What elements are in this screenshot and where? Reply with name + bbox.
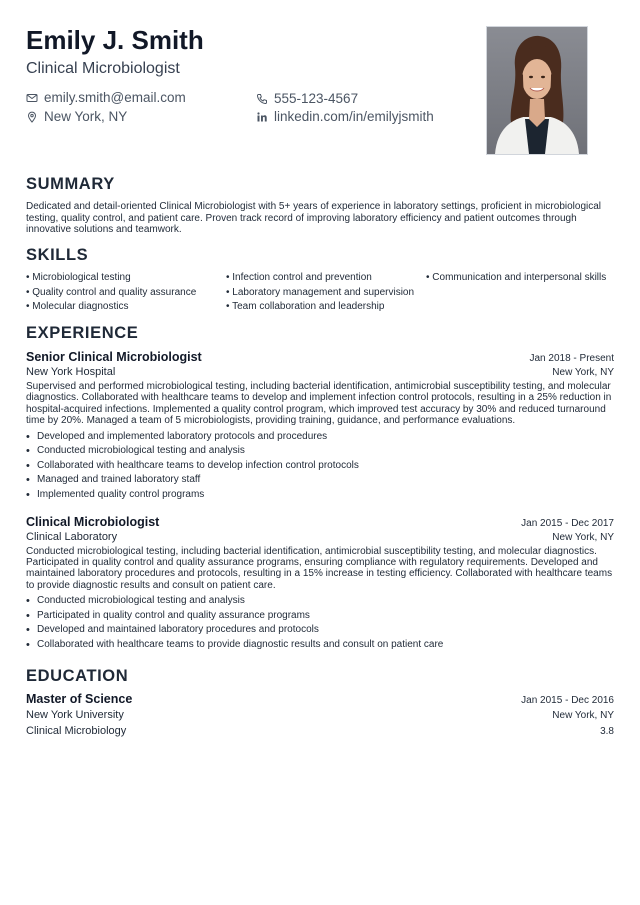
list-item: • Conducted microbiological testing and analysis — [26, 594, 614, 609]
experience-section — [26, 323, 614, 653]
email-text[interactable]: emily.smith@email.com — [44, 90, 186, 105]
contact-email[interactable] — [26, 89, 186, 107]
profile-photo — [486, 26, 588, 155]
skill-item: • Communication and interpersonal skills — [426, 272, 607, 283]
contact-linkedin[interactable] — [256, 108, 434, 126]
job-company: New York Hospital — [26, 366, 116, 378]
job-dates: Jan 2015 - Dec 2017 — [521, 517, 614, 529]
skill-item: • Microbiological testing — [26, 272, 131, 283]
candidate-title: Clinical Microbiologist — [26, 60, 180, 77]
education-section — [26, 666, 614, 739]
skill-item: • Infection control and prevention — [226, 272, 372, 283]
list-item: • Managed and trained laboratory staff — [26, 473, 614, 488]
list-item: • Implemented quality control programs — [26, 488, 614, 503]
skills-section — [26, 245, 614, 314]
list-item: • Collaborated with healthcare teams to develop infection control protocols — [26, 459, 614, 474]
location-text: New York, NY — [44, 109, 128, 124]
phone-text[interactable]: 555-123-4567 — [274, 91, 359, 106]
map-pin-icon — [26, 111, 38, 123]
skill-item: • Molecular diagnostics — [26, 301, 129, 313]
skills-list — [26, 272, 614, 314]
job-description: Supervised and performed microbiological testing, including bacterial identification, antimicrobial susceptibility testing, and molecular diagnostics. Collaborated with healthcare teams to develop and implement infection control protocols, resulting in a 25% reduction in hospital-acquired infections. Implemented a quality control program, which improved test accuracy by 30% and reduced turnaround time by 20%. Managed a team of 5 microbiologists, providing training, guidance, and performance evaluations. — [26, 381, 612, 427]
job-title: Senior Clinical Microbiologist — [26, 350, 202, 364]
edu-field: Clinical Microbiology — [26, 725, 127, 737]
skill-item: • Team collaboration and leadership — [226, 301, 385, 313]
summary-text: Dedicated and detail-oriented Clinical Microbiologist with 5+ years of experience in laboratory settings, proficient in microbiological testing, quality control, and patient care. Proven track record of improving laboratory efficiency and patient outcomes through innovative solutions and teamwork. — [26, 201, 602, 236]
job-dates: Jan 2018 - Present — [529, 353, 614, 364]
linkedin-icon — [256, 111, 268, 123]
linkedin-text[interactable]: linkedin.com/in/emilyjsmith — [274, 109, 434, 124]
phone-icon — [256, 93, 268, 105]
list-item: • Conducted microbiological testing and analysis — [26, 444, 614, 459]
job-location: New York, NY — [552, 367, 614, 378]
education-heading: EDUCATION — [26, 667, 129, 685]
list-item: • Participated in quality control and quality assurance programs — [26, 609, 614, 624]
mail-icon — [26, 92, 38, 104]
summary-section — [26, 174, 614, 236]
job-company: Clinical Laboratory — [26, 530, 118, 543]
education-entry — [26, 691, 614, 739]
edu-gpa: 3.8 — [600, 726, 614, 737]
summary-heading: SUMMARY — [26, 175, 115, 193]
job-bullets — [26, 594, 614, 652]
job-entry — [26, 514, 614, 653]
list-item: • Collaborated with healthcare teams to provide diagnostic results and consult on patient care — [26, 638, 614, 653]
skill-item: • Laboratory management and supervision — [226, 286, 415, 298]
contact-info — [26, 89, 466, 129]
experience-heading: EXPERIENCE — [26, 324, 139, 342]
candidate-name: Emily J. Smith — [26, 25, 204, 55]
resume-header — [26, 24, 466, 129]
edu-location: New York, NY — [552, 710, 614, 721]
edu-school: New York University — [26, 709, 124, 721]
job-bullets — [26, 430, 614, 503]
edu-degree: Master of Science — [26, 692, 133, 706]
job-entry — [26, 349, 614, 503]
contact-location — [26, 108, 127, 126]
contact-phone[interactable] — [256, 90, 358, 108]
skills-heading: SKILLS — [26, 246, 89, 264]
skill-item — [426, 287, 614, 300]
job-description: Conducted microbiological testing, including bacterial identification, antimicrobial susceptibility testing, and molecular diagnostics. Participated in quality control and quality assurance programs, ensuring compliance with regulatory requirements. Developed and maintained laboratory procedures and protocols, resulting in a 15% increase in testing efficiency. Collaborated with healthcare teams to provide diagnostic results and consult on patient care. — [26, 545, 613, 591]
skill-item: • Quality control and quality assurance — [26, 286, 197, 298]
list-item: • Developed and maintained laboratory procedures and protocols — [26, 623, 614, 638]
job-title: Clinical Microbiologist — [26, 514, 160, 529]
list-item: • Developed and implemented laboratory protocols and procedures — [26, 430, 614, 445]
job-location: New York, NY — [552, 531, 614, 543]
edu-dates: Jan 2015 - Dec 2016 — [521, 695, 614, 706]
